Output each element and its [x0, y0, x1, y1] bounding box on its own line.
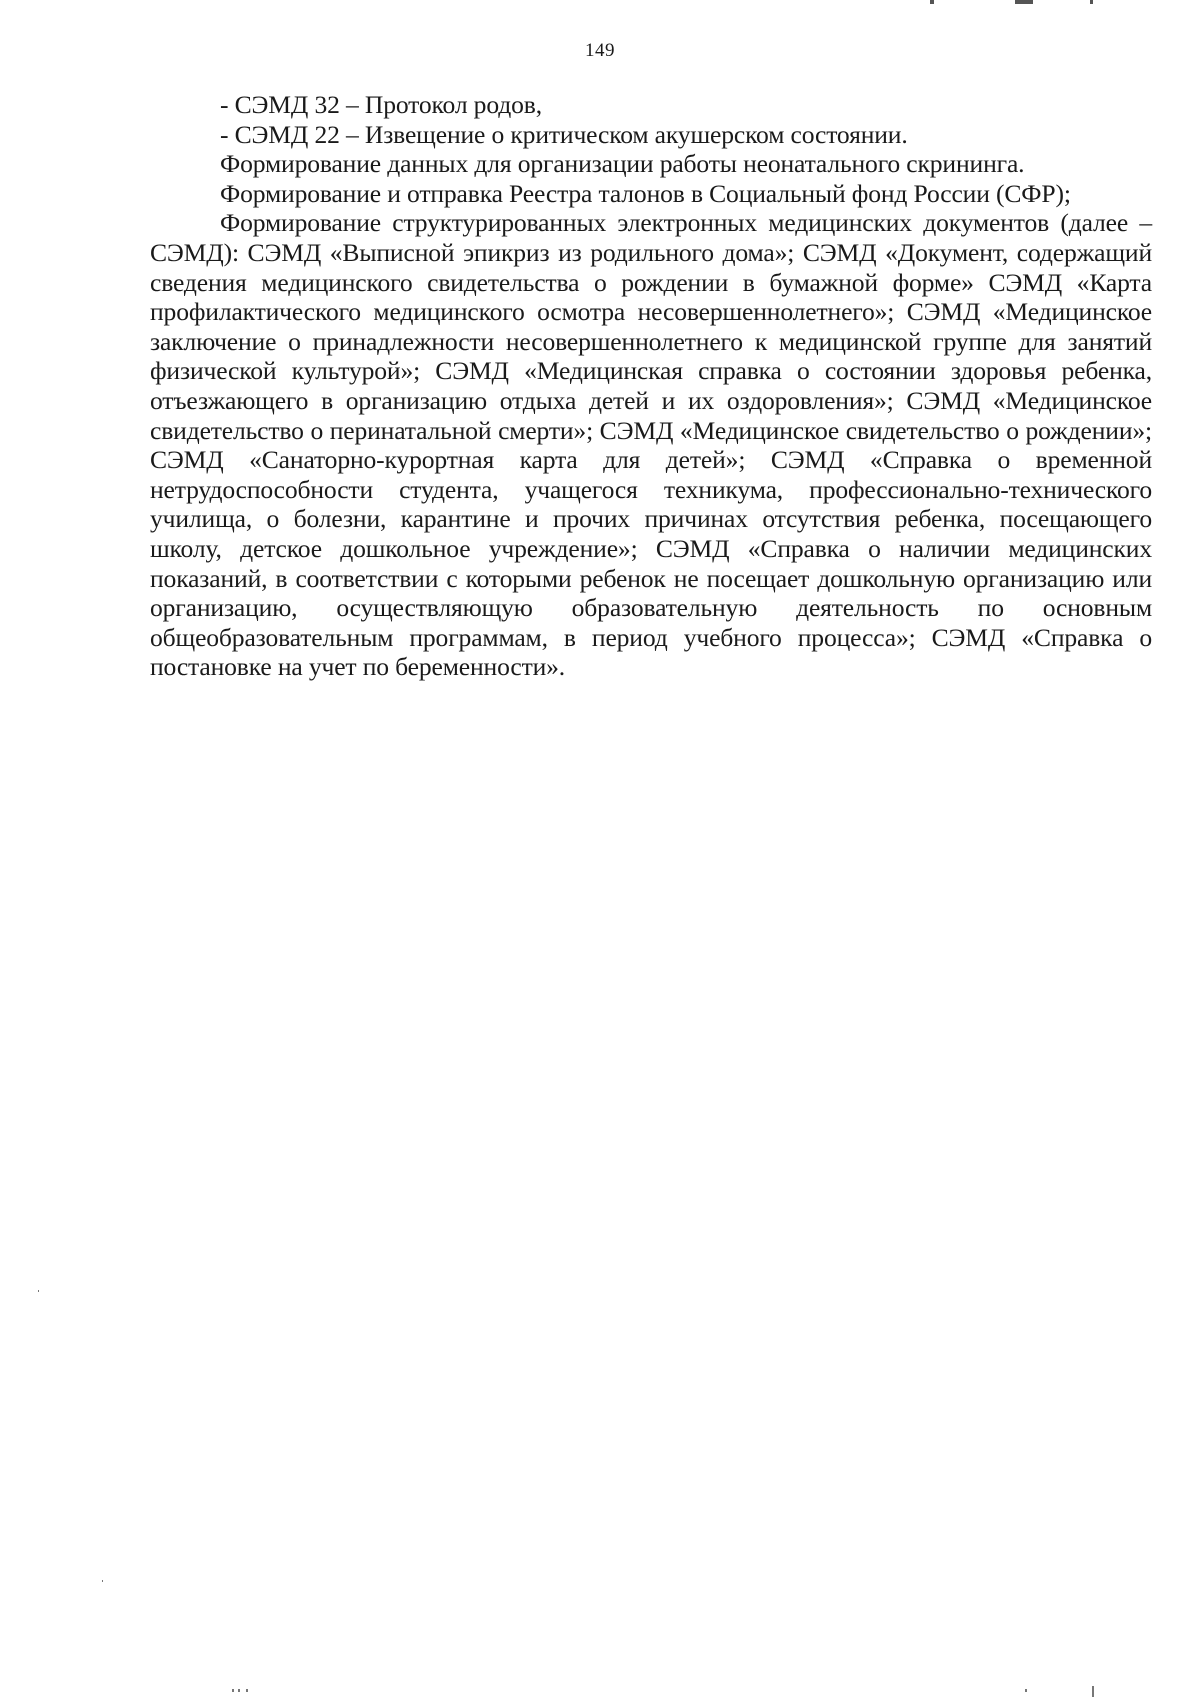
list-item-semd-32: - СЭМД 32 – Протокол родов,	[220, 90, 542, 119]
paragraph-sfr-registry: Формирование и отправка Реестра талонов в Социальный фонд России (СФР);	[220, 178, 1071, 208]
page-body	[150, 90, 1152, 682]
scan-edge-mark	[930, 0, 1100, 4]
page-number: 149	[585, 40, 615, 61]
paragraph-semd-list: Формирование структурированных электронных медицинских документов (далее – СЭМД): СЭМД «Выписной эпикриз из родильного дома»; СЭМД «Документ, содержащий сведения медицинского свидетельства о рождении в бумажной форме» СЭМД «Карта профилактического медицинского осмотра несовершеннолетнего»; СЭМД «Медицинское заключение о принадлежности несовершеннолетнего к медицинской группе для занятий физической культурой»; СЭМД «Медицинская справка о состоянии здоровья ребенка, отъезжающего в организацию отдыха детей и их оздоровления»; СЭМД «Медицинское свидетельство о перинатальной смерти»; СЭМД «Медицинское свидетельство о рождении»; СЭМД «Санаторно-курортная карта для детей»; СЭМД «Справка о временной нетрудоспособности студента, учащегося техникума, профессионально-технического училища, о болезни, карантине и прочих причинах отсутствия ребенка, посещающего школу, детское дошкольное учреждение»; СЭМД «Справка о наличии медицинских показаний, в соответствии с которыми ребенок не посещает дошкольную организацию или организацию, осуществляющую образовательную деятельность по основным общеобразовательным программам, в период учебного процесса»; СЭМД «Справка о постановке на учет по беременности».	[150, 208, 1152, 682]
paragraph-neonatal-screening: Формирование данных для организации работы неонатального скрининга.	[220, 149, 1025, 179]
list-item-semd-22: - СЭМД 22 – Извещение о критическом акушерском состоянии.	[220, 119, 908, 149]
